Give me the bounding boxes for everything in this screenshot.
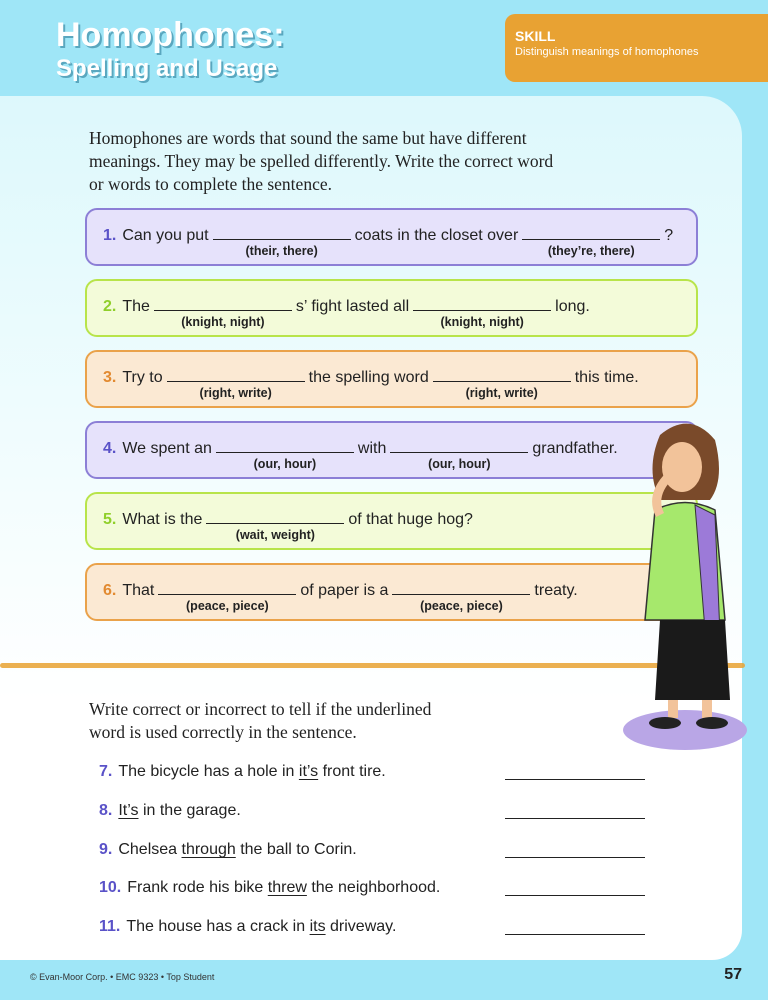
underlined-word: through	[181, 841, 236, 858]
title-line-2: Spelling and Usage	[56, 55, 278, 82]
exercise-row	[85, 208, 698, 266]
sentence-text: the ball to Corin.	[235, 841, 357, 858]
word-choices: (peace, piece)	[420, 599, 503, 613]
sentence-text: What is the	[122, 511, 203, 528]
page-number: 57	[724, 966, 742, 983]
word-choices: (peace, piece)	[186, 599, 269, 613]
sentence-text: the neighborhood.	[306, 879, 441, 896]
sentence-text: The	[122, 298, 150, 315]
underlined-word: its	[309, 918, 326, 935]
sentence-text: Can you put	[122, 227, 209, 244]
sentence-text: The house has a crack in	[126, 918, 310, 935]
word-choices: (they’re, there)	[547, 244, 635, 258]
skill-label: SKILL	[515, 28, 556, 44]
word-choices: (wait, weight)	[235, 528, 315, 542]
sentence-text: ?	[664, 227, 674, 244]
item-number: 5.	[103, 511, 117, 528]
sentence-text: We spent an	[122, 440, 212, 457]
sentence-text: Frank rode his bike	[127, 879, 268, 896]
instruction-line: word is used correctly in the sentence.	[89, 722, 357, 742]
sentence-text: driveway.	[325, 918, 397, 935]
word-choices: (our, hour)	[428, 457, 491, 471]
sentence-text: Chelsea	[118, 841, 182, 858]
item-number: 10.	[99, 879, 122, 896]
answer-line[interactable]	[505, 895, 645, 896]
sentence	[103, 224, 674, 258]
sentence-text: s’ fight lasted all	[295, 298, 410, 315]
sentence-text: That	[122, 582, 155, 599]
exercise-row	[85, 350, 698, 408]
answer-blank[interactable]	[206, 508, 344, 542]
sentence-text: in the garage.	[138, 802, 241, 819]
sentence	[103, 579, 578, 613]
answer-line[interactable]	[505, 934, 645, 935]
answer-line[interactable]	[505, 818, 645, 819]
answer-blank[interactable]	[522, 224, 660, 258]
part1-instructions	[89, 127, 553, 196]
sentence-item	[99, 802, 241, 820]
sentence-text: with	[357, 440, 387, 457]
answer-blank[interactable]	[154, 295, 292, 329]
sentence-item	[99, 763, 386, 781]
answer-blank[interactable]	[167, 366, 305, 400]
part2-instructions	[89, 698, 431, 744]
sentence-text: of that huge hog?	[348, 511, 473, 528]
sentence-text: this time.	[574, 369, 639, 386]
underlined-word: threw	[267, 879, 307, 896]
answer-blank[interactable]	[392, 579, 530, 613]
answer-blank[interactable]	[216, 437, 354, 471]
sentence	[103, 437, 618, 471]
word-choices: (right, write)	[199, 386, 272, 400]
instruction-line: Homophones are words that sound the same but have different	[89, 128, 527, 148]
answer-blank[interactable]	[158, 579, 296, 613]
item-number: 1.	[103, 227, 117, 244]
sentence-text: grandfather.	[532, 440, 618, 457]
answer-blank[interactable]	[433, 366, 571, 400]
title-line-1: Homophones:	[56, 16, 285, 54]
sentence	[103, 366, 639, 400]
item-number: 7.	[99, 763, 113, 780]
underlined-word: it’s	[298, 763, 319, 780]
footer-credit: © Evan-Moor Corp. • EMC 9323 • Top Student	[30, 972, 215, 982]
instruction-line: Write correct or incorrect to tell if the underlined	[89, 699, 432, 719]
sentence	[103, 508, 473, 542]
sentence-text: coats in the closet over	[354, 227, 519, 244]
answer-line[interactable]	[505, 857, 645, 858]
sentence-text: long.	[555, 298, 590, 315]
sentence	[103, 295, 590, 329]
answer-line[interactable]	[505, 779, 645, 780]
sentence-item	[99, 841, 357, 859]
item-number: 3.	[103, 369, 117, 386]
page-title	[56, 16, 285, 84]
word-choices: (right, write)	[465, 386, 538, 400]
word-choices: (our, hour)	[253, 457, 317, 471]
item-number: 9.	[99, 841, 113, 858]
item-number: 6.	[103, 582, 117, 599]
answer-blank[interactable]	[213, 224, 351, 258]
sentence-item	[99, 918, 396, 936]
sentence-text: of paper is a	[300, 582, 389, 599]
sentence-text: front tire.	[318, 763, 386, 780]
item-number: 2.	[103, 298, 117, 315]
sentence-item	[99, 879, 440, 897]
girl-illustration	[600, 415, 750, 755]
item-number: 8.	[99, 802, 113, 819]
sentence-text: Try to	[122, 369, 163, 386]
underlined-word: It’s	[118, 802, 139, 819]
skill-box	[505, 14, 768, 82]
word-choices: (knight, night)	[181, 315, 265, 329]
item-number: 11.	[99, 918, 121, 935]
answer-blank[interactable]	[390, 437, 528, 471]
item-number: 4.	[103, 440, 117, 457]
instruction-line: meanings. They may be spelled differently. Write the correct word	[89, 151, 554, 171]
sentence-text: treaty.	[534, 582, 578, 599]
sentence-text: The bicycle has a hole in	[118, 763, 299, 780]
skill-description: Distinguish meanings of homophones	[515, 46, 699, 58]
instruction-line: or words to complete the sentence.	[89, 174, 332, 194]
answer-blank[interactable]	[413, 295, 551, 329]
word-choices: (knight, night)	[440, 315, 524, 329]
sentence-text: the spelling word	[308, 369, 429, 386]
word-choices: (their, there)	[245, 244, 318, 258]
exercise-row	[85, 279, 698, 337]
